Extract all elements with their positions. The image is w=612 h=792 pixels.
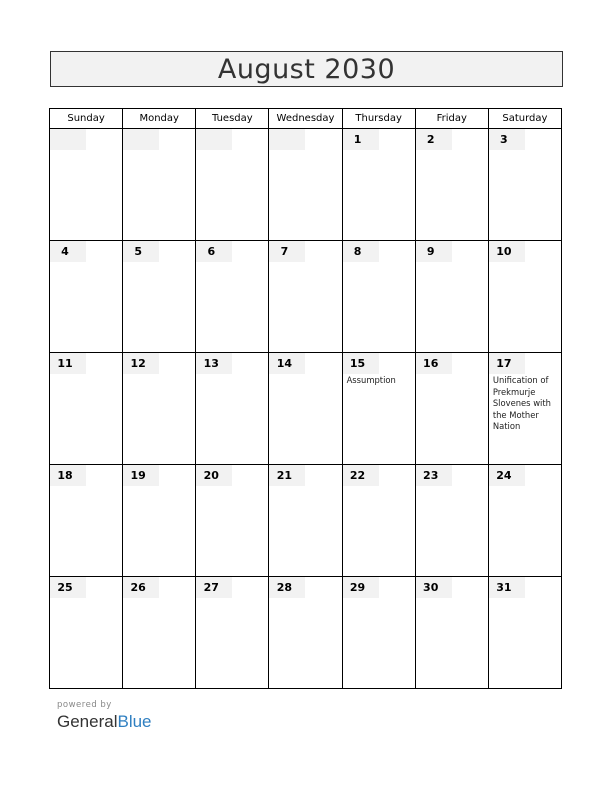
week-row [50,465,562,577]
day-number-badge [343,577,379,598]
day-cell [50,353,123,465]
day-number: 26 [130,581,146,594]
day-cell [196,241,269,353]
day-cell [269,465,342,577]
day-number-badge [123,577,159,598]
day-cell [123,465,196,577]
day-cell [269,577,342,689]
month-title-banner [50,51,563,87]
day-number: 23 [423,469,439,482]
day-number: 21 [276,469,293,482]
day-cell [415,241,488,353]
day-number: 7 [280,245,289,258]
day-number: 8 [353,245,362,258]
day-cell [488,129,561,241]
day-number: 19 [130,469,146,482]
day-number-badge [196,577,232,598]
day-cell [123,129,196,241]
weekday-saturday: Saturday [488,109,561,129]
day-cell [488,577,561,689]
day-cell [488,465,561,577]
week-row [50,577,562,689]
brand-general-text: General [57,712,118,731]
day-cell [196,577,269,689]
day-number-badge [50,465,86,486]
day-cell [269,241,342,353]
week-row [50,353,562,465]
day-number-badge [196,241,232,262]
day-cell [488,241,561,353]
day-number: 25 [57,581,73,594]
day-cell [196,353,269,465]
day-number: 6 [207,245,216,258]
day-number: 3 [500,133,508,146]
day-number: 15 [349,357,366,370]
day-cell [415,465,488,577]
day-number-badge [489,129,525,150]
day-number: 9 [426,245,435,258]
day-cell [50,465,123,577]
day-number: 16 [423,357,439,370]
day-number: 1 [353,133,362,146]
day-number: 28 [276,581,293,594]
day-number: 11 [57,357,73,370]
footer-branding [57,700,152,732]
day-number-badge [50,353,86,374]
day-cell [342,577,415,689]
weekday-tuesday: Tuesday [196,109,269,129]
day-number-badge [50,241,86,262]
day-cell [415,129,488,241]
day-number: 10 [496,245,512,258]
day-number-badge [489,577,525,598]
holiday-label: Assumption [346,375,396,385]
month-title: August 2030 [217,53,396,85]
day-number-badge [269,577,305,598]
day-number: 22 [349,469,366,482]
day-number: 30 [423,581,439,594]
day-number-badge [269,465,305,486]
day-number: 24 [496,469,512,482]
week-row [50,241,562,353]
day-cell [488,353,561,465]
powered-by-text: powered by [57,700,112,710]
weekday-sunday: Sunday [50,109,123,129]
day-number: 27 [203,581,219,594]
day-number-badge [269,241,305,262]
calendar-grid [49,108,562,689]
day-number: 31 [496,581,512,594]
day-number-badge [196,465,232,486]
day-number-badge [269,129,305,150]
brand-logo[interactable] [57,712,152,732]
day-number-badge [123,353,159,374]
day-cell [123,241,196,353]
day-number: 17 [496,357,512,370]
week-row [50,129,562,241]
day-cell [50,241,123,353]
day-number-badge [50,577,86,598]
day-number-badge [343,465,379,486]
day-number-badge [416,577,452,598]
weekday-friday: Friday [415,109,488,129]
day-number-badge [489,353,525,374]
day-number-badge [123,241,159,262]
holiday-label: Unification of Prekmurje Slovenes with the Mother Nation [492,375,551,431]
day-number-badge [416,353,452,374]
day-cell [269,129,342,241]
day-number-badge [416,465,452,486]
day-number: 13 [203,357,219,370]
day-number-badge [489,241,525,262]
day-number-badge [196,353,232,374]
day-number: 14 [276,357,293,370]
day-number: 12 [130,357,146,370]
day-cell [415,577,488,689]
day-number-badge [123,465,159,486]
day-number: 2 [426,133,435,146]
day-number-badge [416,129,452,150]
day-cell [50,577,123,689]
day-cell [342,241,415,353]
day-cell [342,129,415,241]
day-number-badge [50,129,86,150]
day-number-badge [343,241,379,262]
brand-blue-text: Blue [117,712,152,731]
weekday-wednesday: Wednesday [269,109,342,129]
day-cell [342,465,415,577]
day-number-badge [416,241,452,262]
day-number-badge [123,129,159,150]
day-cell [50,129,123,241]
day-cell [415,353,488,465]
day-number-badge [489,465,525,486]
day-cell [342,353,415,465]
day-number: 20 [203,469,219,482]
day-number-badge [269,353,305,374]
day-number: 4 [61,245,69,258]
weekday-header-row [50,109,562,129]
day-cell [123,353,196,465]
day-cell [269,353,342,465]
day-number: 5 [134,245,142,258]
day-number-badge [343,129,379,150]
day-cell [123,577,196,689]
weekday-thursday: Thursday [342,109,415,129]
weekday-monday: Monday [123,109,196,129]
day-number: 18 [57,469,73,482]
day-number-badge [196,129,232,150]
day-cell [196,129,269,241]
day-cell [196,465,269,577]
day-number-badge [343,353,379,374]
day-number: 29 [349,581,366,594]
